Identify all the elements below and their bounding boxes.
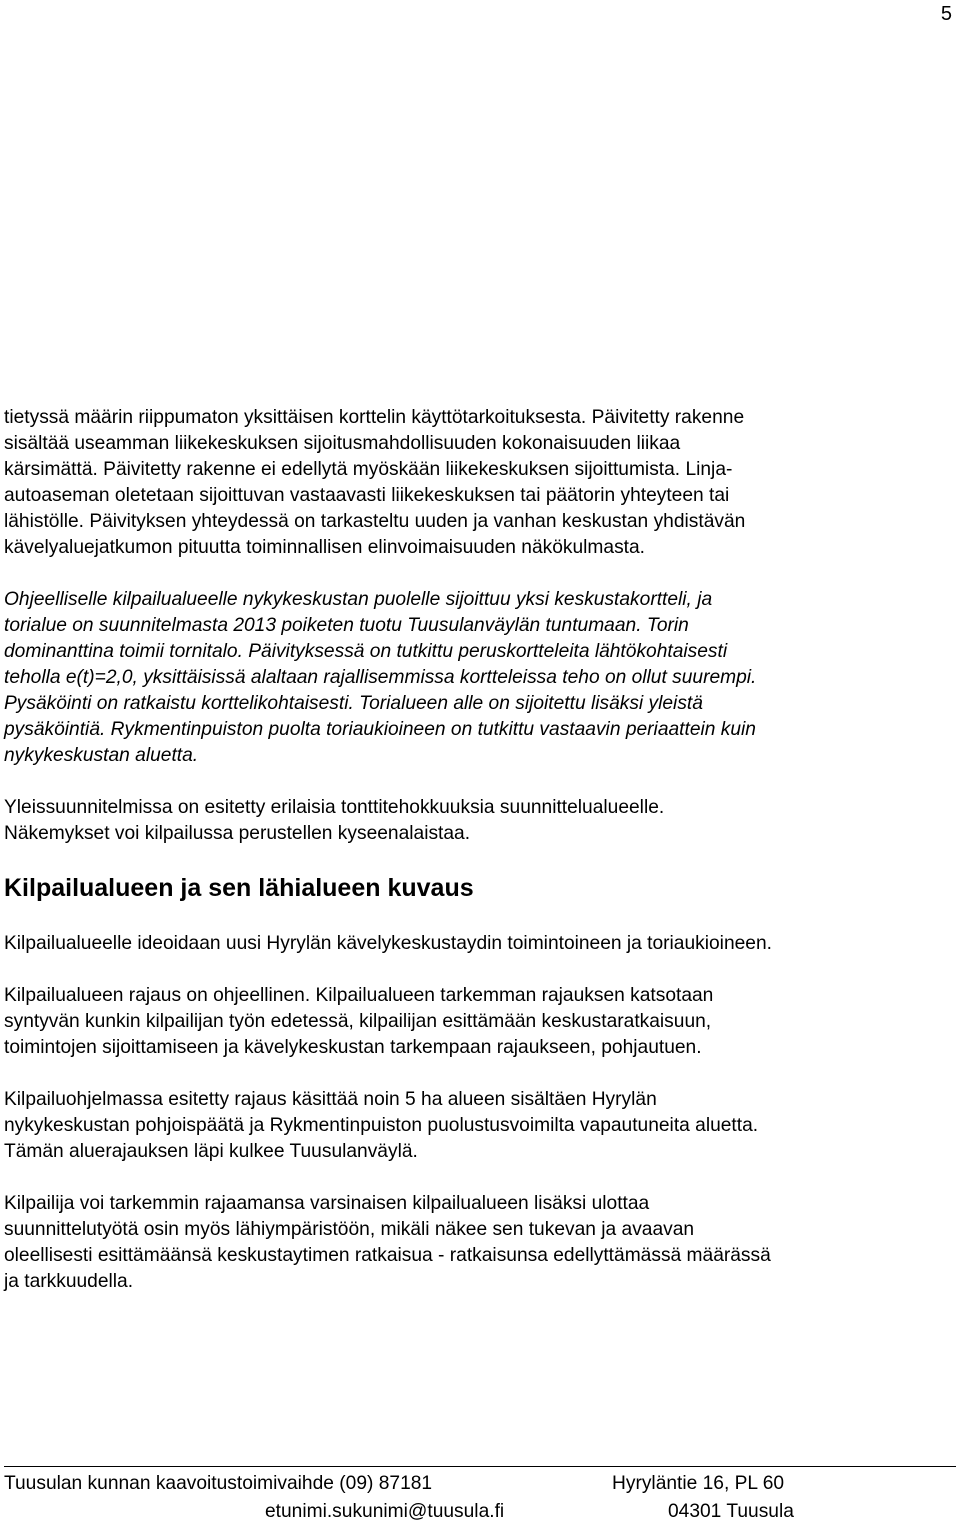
footer-email: etunimi.sukunimi@tuusula.fi (265, 1501, 505, 1522)
document-body (4, 405, 954, 1295)
page-number: 5 (940, 3, 952, 25)
paragraph-extension: Kilpailija voi tarkemmin rajaamansa varsinaisen kilpailualueen lisäksi ulottaa suunnittelutyötä osin myös lähiympäristöön, mikäli näkee sen tukevan ja avaavan oleellisesti esittämäänsä keskustaytimen ratkaisua - ratkaisunsa edellyttämässä määrässä ja tarkkuudella. (4, 1193, 771, 1292)
footer-address: Hyryläntie 16, PL 60 (612, 1473, 785, 1494)
footer-postcode: 04301 Tuusula (668, 1501, 794, 1522)
paragraph-area-size: Kilpailuohjelmassa esitetty rajaus käsittää noin 5 ha alueen sisältäen Hyrylän nykykeskustan pohjoispäätä ja Rykmentinpuiston puolustusvoimilta vapautuneita aluetta. Tämän aluerajauksen läpi kulkee Tuusulanväylä. (4, 1089, 759, 1162)
paragraph-indicative-area: Ohjeelliselle kilpailualueelle nykykeskustan puolelle sijoittuu yksi keskustakortteli, ja torialue on suunnitelmasta 2013 poiketen tuotu Tuusulanväylän tuntumaan. Torin dominanttina toimii tornitalo. Päivityksessä on tutkittu peruskortteleita lähtökohtaisesti teholla e(t)=2,0, yksittäisissä alaltaan rajallisemmissa kortteleissa teho on ollut suurempi. Pysäköinti on ratkaistu korttelikohtaisesti. Torialueen alle on sijoitettu lisäksi yleistä pysäköintiä. Rykmentinpuiston puolta toriaukioineen on tutkittu vastaavin periaattein kuin nykykeskustan aluetta. (4, 589, 757, 766)
paragraph-structure-update: tietyssä määrin riippumaton yksittäisen korttelin käyttötarkoituksesta. Päivitetty rakenne sisältää useamman liikekeskuksen sijoitusmahdollisuuden kokonaisuuden liikaa kärsimättä. Päivitetty rakenne ei edellytä myöskään liikekeskuksen sijoittumista. Linja- autoaseman oletetaan sijoittuvan vastaavasti liikekeskuksen tai päätorin yhteyteen tai lähistölle. Päivityksen yhteydessä on tarkasteltu uuden ja vanhan keskustan yhdistävän kävelyaluejatkumon pituutta toiminnallisen elinvoimaisuuden näkökulmasta. (4, 407, 746, 558)
footer-divider (4, 1466, 956, 1467)
paragraph-competition-area: Kilpailualueelle ideoidaan uusi Hyrylän kävelykeskustaydin toimintoineen ja toriaukioineen. (4, 933, 772, 954)
footer-phone: Tuusulan kunnan kaavoitustoimivaihde (09) 87181 (4, 1473, 433, 1494)
paragraph-boundary: Kilpailualueen rajaus on ohjeellinen. Kilpailualueen tarkemman rajauksen katsotaan syntyvän kunkin kilpailijan työn edetessä, kilpailijan esittämään keskustaratkaisuun, toimintojen sijoittamiseen ja kävelykeskustan tarkempaan rajaukseen, pohjautuen. (4, 985, 714, 1058)
paragraph-plot-efficiency: Yleissuunnitelmissa on esitetty erilaisia tonttitehokkuuksia suunnittelualueelle. Näkemykset voi kilpailussa perustellen kyseenalaistaa. (4, 797, 665, 844)
section-heading: Kilpailualueen ja sen lähialueen kuvaus (4, 874, 474, 902)
page-footer (4, 1470, 956, 1526)
